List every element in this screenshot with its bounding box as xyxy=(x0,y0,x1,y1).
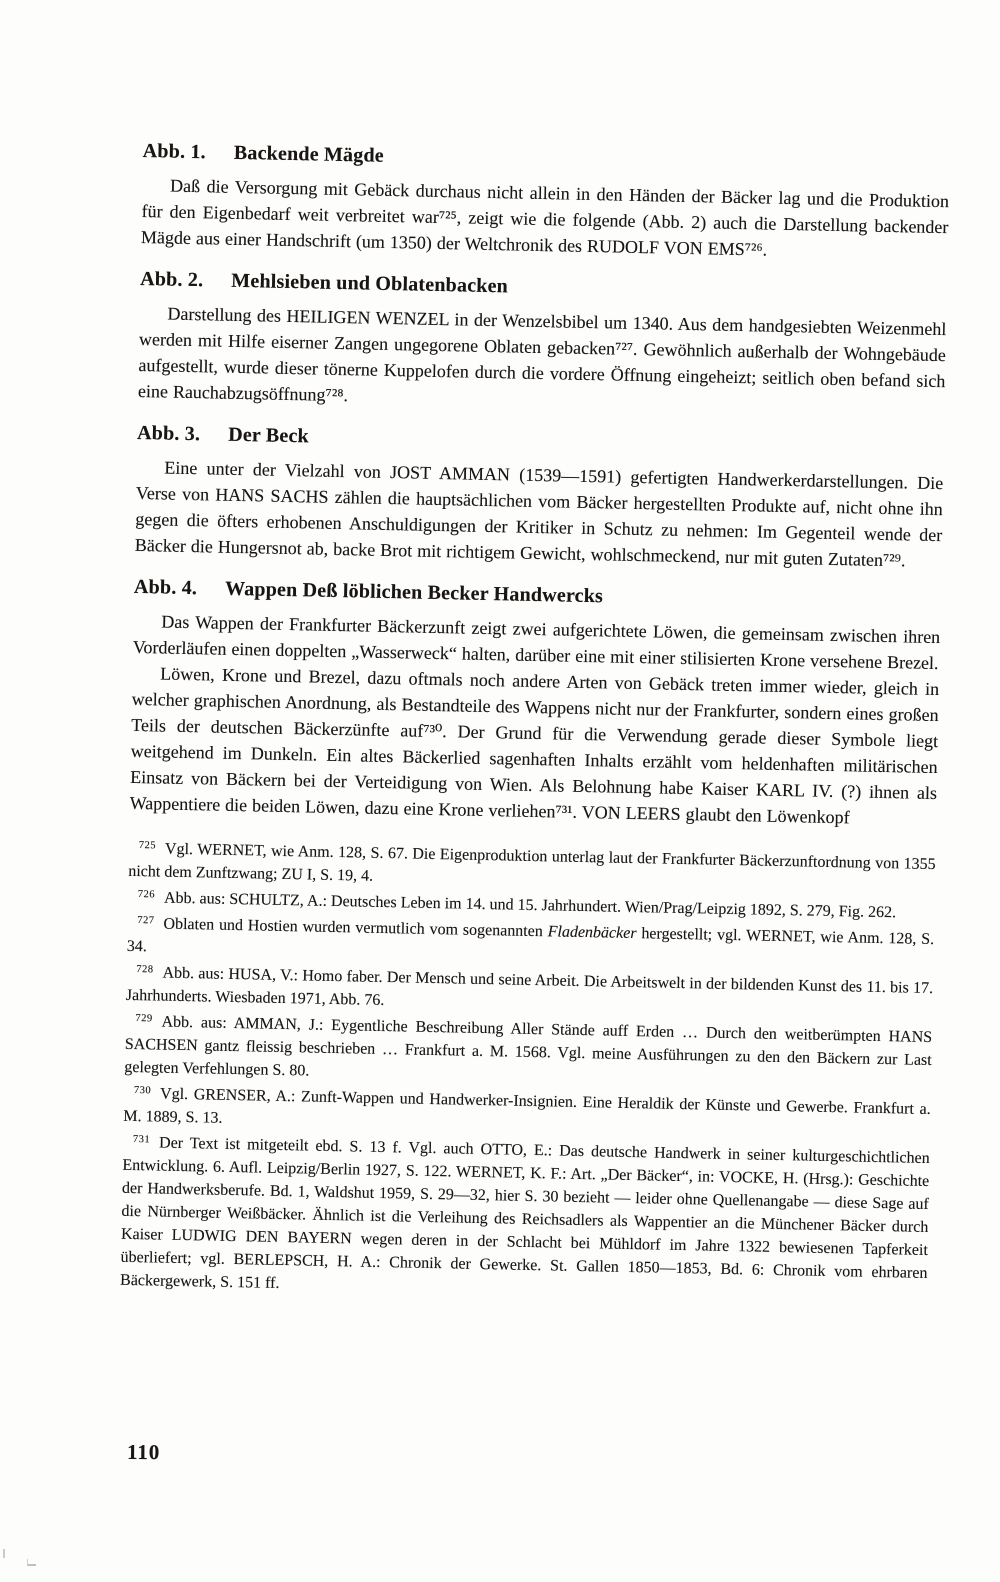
section-heading xyxy=(143,140,950,179)
section-heading xyxy=(140,268,947,307)
paragraph: Eine unter der Vielzahl von JOST AMMAN (1539—1591) gefertigten Handwerkerdarstellungen. Die Verse von HANS SACHS zählen die hauptsächlichen vom Bäcker hergestellten Produkte auf, nicht ohne ihn gegen die öfters erhobenen Anschuldigungen der Kritiker in Schutz zu nehmen: Im Gegenteil wende der Bäcker die Hungersnot ab, backe Brot mit richtigem Gewicht, wohlschmeckend, nur mit guten Zutaten⁷²⁹. xyxy=(134,457,944,571)
footnote-text: Vgl. GRENSER, A.: Zunft-Wappen und Handwerker-Insignien. Eine Heraldik der Künste und Gewerbe. Frankfurt a. M. 1889, S. 13. xyxy=(123,1085,931,1127)
paragraph: Daß die Versorgung mit Gebäck durchaus nicht allein in den Händen der Bäcker lag und die Produktion für den Eigenbedarf weit verbreitet war⁷²⁵, zeigt wie die folgende (Abb. 2) auch die Darstellung backender Mägde aus einer Handschrift (um 1350) der Weltchronik des RUDOLF VON EMS⁷²⁶. xyxy=(140,175,950,260)
footnote-text-italic: Fladenbäcker xyxy=(547,923,637,943)
footnote-text: Abb. aus: AMMAN, J.: Eygentliche Beschreibung Aller Stände auff Erden … Durch den weitberümpten HANS SACHSEN gantz fleissig beschrieben … Frankfurt a. M. 1568. Vgl. meine Ausführungen zu den den Bäckern zur Last gelegten Verfehlungen S. 80. xyxy=(124,1013,933,1080)
footnote-number: 730 xyxy=(133,1085,152,1097)
paragraph: Das Wappen der Frankfurter Bäckerzunft zeigt zwei aufgerichtete Löwen, die gemeinsam zwischen ihren Vorderläufen einen doppelten „Wasserweck“ halten, darüber eine mit einer stilisierten Krone versehene Brezel. xyxy=(132,611,941,674)
footnote-text: Oblaten und Hostien wurden vermutlich vom sogenannten xyxy=(163,915,548,941)
footnote-text: Abb. aus: SCHULTZ, A.: Deutsches Leben im 14. und 15. Jahrhundert. Wien/Prag/Leipzig 1892, S. 279, Fig. 262. xyxy=(163,889,897,922)
page-content xyxy=(120,140,950,1308)
figure-label: Abb. 1. xyxy=(142,140,207,164)
section-heading xyxy=(134,576,941,615)
section-abb-4 xyxy=(129,576,941,832)
figure-title: Mehlsieben und Oblatenbacken xyxy=(231,269,509,298)
footnotes-block xyxy=(120,834,936,1308)
figure-label: Abb. 2. xyxy=(139,267,204,292)
section-abb-3 xyxy=(135,422,945,574)
footnote-text: Abb. aus: HUSA, V.: Homo faber. Der Mensch und seine Arbeit. Die Arbeitswelt in der bildenden Kunst des 11. bis 17. Jahrhunderts. Wiesbaden 1971, Abb. 76. xyxy=(125,964,934,1010)
section-abb-2 xyxy=(138,268,948,420)
footnote-text: Vgl. WERNET, wie Anm. 128, S. 67. Die Eigenproduktion unterlag laut der Frankfurter Bäckerzunftordnung von 1355 nicht dem Zunftzwang; ZU I, S. 19, 4. xyxy=(128,840,936,885)
footnote-number: 727 xyxy=(137,915,155,927)
footnote-number: 729 xyxy=(135,1013,153,1025)
paragraph: Löwen, Krone und Brezel, dazu oftmals noch andere Arten von Gebäck treten immer wieder, gleich in welcher graphischen Anordnung, als Bestandteile des Wappens nicht nur der Frankfurter, sondern eines großen Teils der deutschen Bäckerzünfte auf⁷³⁰. Der Grund für die Verwendung gerade dieser Symbole liegt weitgehend im Dunkeln. Ein altes Bäckerlied sagenhaften Inhalts erzählt vom heldenhaften militärischen Einsatz von Bäckern bei der Verteidigung von Wien. Als Belohnung habe Kaiser KARL IV. (?) ihnen als Wappentiere die beiden Löwen, dazu eine Krone verliehen⁷³¹. VON LEERS glaubt den Löwenkopf xyxy=(129,663,940,828)
figure-label: Abb. 3. xyxy=(136,421,201,446)
footnote-number: 725 xyxy=(138,840,157,852)
paragraph: Darstellung des HEILIGEN WENZEL in der Wenzelsbibel um 1340. Aus dem handgesiebten Weizenmehl werden mit Hilfe eiserner Zangen ungegorene Oblaten gebacken⁷²⁷. Gewöhnlich außerhalb der Wohngebäude aufgestellt, wurde dieser tönerne Kuppelofen durch die vordere Öffnung eingeheizt; seitlich oben befand sich eine Rauchabzugsöffnung⁷²⁸. xyxy=(137,303,947,406)
footnote-number: 731 xyxy=(132,1134,151,1146)
footnote xyxy=(120,1128,930,1308)
section-heading xyxy=(137,422,944,461)
scan-speck xyxy=(3,1549,5,1558)
footnote-number: 726 xyxy=(137,889,156,901)
footnote-text: hergestellt; vgl. WERNET, wie Anm. 128, S. 34. xyxy=(126,925,935,956)
figure-title: Backende Mägde xyxy=(233,141,385,167)
figure-title: Der Beck xyxy=(227,423,310,448)
figure-title: Wappen Deß löblichen Becker Handwercks xyxy=(224,577,604,608)
footnote-text: Der Text ist mitgeteilt ebd. S. 13 f. Vgl. auch OTTO, E.: Das deutsche Handwerk in seiner kulturgeschichtlichen Entwicklung. 6. Aufl. Leipzig/Berlin 1927, S. 122. WERNET, K. F.: Art. „Der Bäcker“, in: VOCKE, H. (Hrsg.): Geschichte der Handwerksberufe. Bd. 1, Waldshut 1959, S. 29—32, hier S. 30 bezieht — leider ohne Quellenangabe — diese Sage auf die Nürnberger Weißbäcker. Ähnlich ist die Verleihung des Reichsadlers als Wappentier an die Münchener Bäcker durch Kaiser LUDWIG DEN BAYERN wegen deren in der Schlacht bei Mühldorf im Jahre 1322 bewiesenen Tapferkeit überliefert; vgl. BERLEPSCH, H. A.: Chronik der Gewerke. St. Gallen 1850—1853, Bd. 6: Chronik vom ehrbaren Bäckergewerk, S. 151 ff. xyxy=(119,1134,930,1292)
footnote-number: 728 xyxy=(136,964,154,976)
section-abb-1 xyxy=(141,140,950,266)
page-number: 110 xyxy=(126,1439,161,1465)
figure-label: Abb. 4. xyxy=(133,575,198,600)
scan-speck xyxy=(27,1559,36,1566)
